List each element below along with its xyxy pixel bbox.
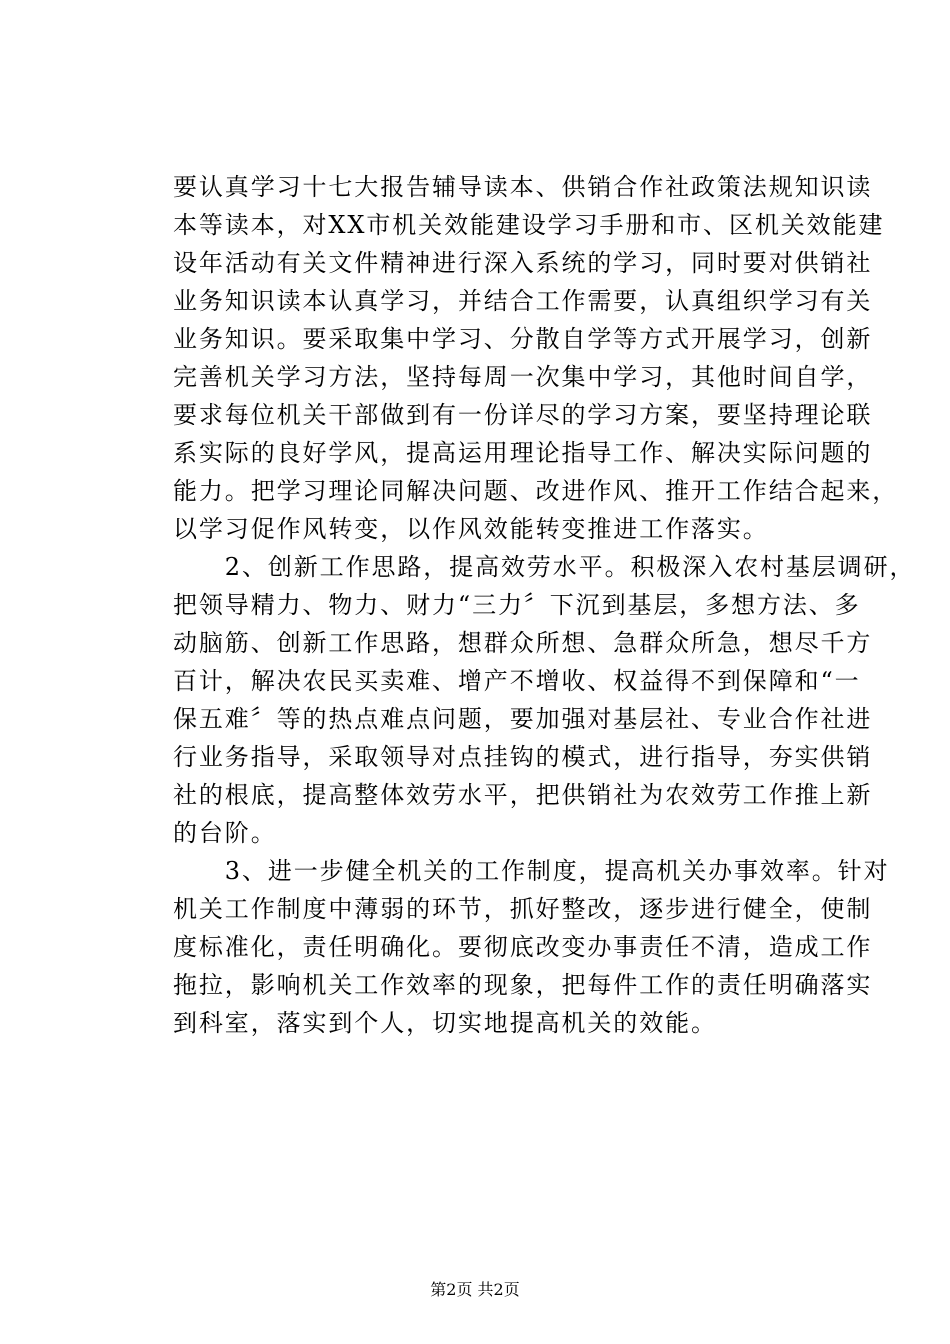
- body-text-line: 系实际的良好学风，提高运用理论指导工作、解决实际问题的: [173, 439, 873, 467]
- body-text-line: 拖拉，影响机关工作效率的现象，把每件工作的责任明确落实: [173, 971, 873, 999]
- body-text-line: 要认真学习十七大报告辅导读本、供销合作社政策法规知识读: [173, 173, 873, 201]
- body-text-line: 百计，解决农民买卖难、增产不增收、权益得不到保障和“一: [173, 667, 861, 695]
- body-text-line: 设年活动有关文件精神进行深入系统的学习，同时要对供销社: [173, 249, 873, 277]
- body-text-line: 以学习促作风转变，以作风效能转变推进工作落实。: [173, 515, 769, 543]
- body-text-line: 机关工作制度中薄弱的环节，抓好整改，逐步进行健全，使制: [173, 895, 873, 923]
- body-text-line: 动脑筋、创新工作思路，想群众所想、急群众所急，想尽千方: [173, 629, 873, 657]
- body-text-line: 的台阶。: [173, 819, 277, 847]
- paragraph-2-first-line: 2、创新工作思路，提高效劳水平。积极深入农村基层调研，: [173, 553, 916, 581]
- body-text-line: 完善机关学习方法，坚持每周一次集中学习，其他时间自学，: [173, 363, 873, 391]
- body-text-line: 到科室，落实到个人，切实地提高机关的效能。: [173, 1009, 717, 1037]
- body-text-line: 业务知识。要采取集中学习、分散自学等方式开展学习，创新: [173, 325, 873, 353]
- body-text-line: 能力。把学习理论同解决问题、改进作风、推开工作结合起来，: [173, 477, 899, 505]
- body-text-line: 要求每位机关干部做到有一份详尽的学习方案，要坚持理论联: [173, 401, 873, 429]
- body-text-line: 行业务指导，采取领导对点挂钩的模式，进行指导，夯实供销: [173, 743, 873, 771]
- body-text-line: 度标准化，责任明确化。要彻底改变办事责任不清，造成工作: [173, 933, 873, 961]
- body-text-line: 把领导精力、物力、财力“三力〞下沉到基层，多想方法、多: [173, 591, 861, 619]
- page-number-footer: 第2页 共2页: [430, 1280, 520, 1299]
- body-text-line: 保五难〞等的热点难点问题，要加强对基层社、专业合作社进: [173, 705, 873, 733]
- body-text-line: 业务知识读本认真学习，并结合工作需要，认真组织学习有关: [173, 287, 873, 315]
- paragraph-3-first-line: 3、进一步健全机关的工作制度，提高机关办事效率。针对: [173, 857, 890, 885]
- body-text-line: 本等读本，对XX市机关效能建设学习手册和市、区机关效能建: [173, 211, 885, 239]
- body-text-line: 社的根底，提高整体效劳水平，把供销社为农效劳工作推上新: [173, 781, 873, 809]
